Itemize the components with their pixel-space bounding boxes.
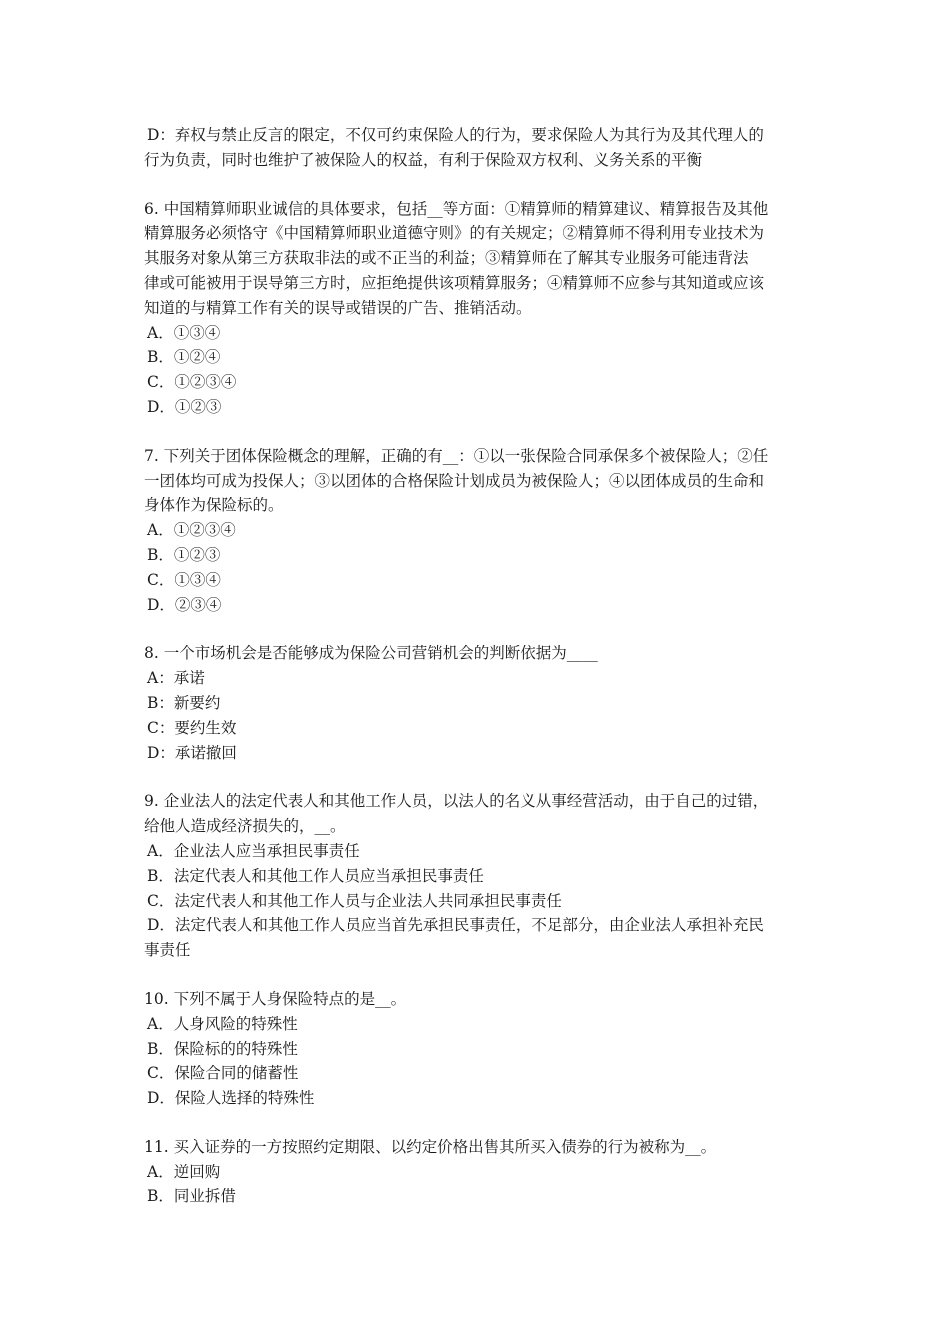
question-6 xyxy=(144,197,812,420)
option-c: C．保险合同的储蓄性 xyxy=(147,1064,299,1083)
option-d-line-2: 行为负责，同时也维护了被保险人的权益，有利于保险双方权利、义务关系的平衡 xyxy=(144,150,703,169)
question-text-line: 身体作为保险标的。 xyxy=(144,496,284,515)
question-text-line: 知道的与精算工作有关的误导或错误的广告、推销活动。 xyxy=(144,298,532,317)
question-text-line: 律或可能被用于误导第三方时，应拒绝提供该项精算服务；④精算师不应参与其知道或应该 xyxy=(144,273,765,292)
question-text-line: 其服务对象从第三方获取非法的或不正当的利益；③精算师在了解其专业服务可能违背法 xyxy=(144,249,749,268)
option-a: A．①②③④ xyxy=(147,521,236,540)
option-c: C．①②③④ xyxy=(147,373,237,392)
question-text-line: 6. 中国精算师职业诚信的具体要求，包括__等方面：①精算师的精算建议、精算报告及其他 xyxy=(144,199,769,218)
question-text-line: 7. 下列关于团体保险概念的理解，正确的有__：①以一张保险合同承保多个被保险人；②任 xyxy=(144,446,769,465)
option-d: D：承诺撤回 xyxy=(147,743,237,762)
question-9 xyxy=(144,789,812,963)
option-b: B．①②④ xyxy=(147,348,221,367)
question-text-line: 精算服务必须恪守《中国精算师职业道德守则》的有关规定；②精算师不得利用专业技术为 xyxy=(144,224,765,243)
option-b: B．同业拆借 xyxy=(147,1187,236,1206)
option-d-line-1: D．法定代表人和其他工作人员应当首先承担民事责任，不足部分，由企业法人承担补充民 xyxy=(147,916,764,935)
option-c: C．法定代表人和其他工作人员与企业法人共同承担民事责任 xyxy=(147,891,562,910)
option-b: B：新要约 xyxy=(147,693,221,712)
question-11 xyxy=(144,1135,812,1209)
option-a: A．人身风险的特殊性 xyxy=(147,1014,298,1033)
document-page xyxy=(144,123,812,1233)
previous-question-tail xyxy=(144,123,812,173)
option-a: A．企业法人应当承担民事责任 xyxy=(147,841,360,860)
question-10 xyxy=(144,987,812,1111)
option-a: A．①③④ xyxy=(147,323,221,342)
option-c: C．①③④ xyxy=(147,570,221,589)
option-d-line-1: D：弃权与禁止反言的限定，不仅可约束保险人的行为，要求保险人为其行为及其代理人的 xyxy=(147,126,764,144)
option-b: B．①②③ xyxy=(147,545,221,564)
option-c: C：要约生效 xyxy=(147,718,237,737)
option-d: D．保险人选择的特殊性 xyxy=(147,1089,315,1108)
option-d: D．②③④ xyxy=(147,595,222,614)
option-b: B．保险标的的特殊性 xyxy=(147,1039,298,1058)
question-text-line: 8. 一个市场机会是否能够成为保险公司营销机会的判断依据为____ xyxy=(144,644,598,663)
question-text-line: 11. 买入证券的一方按照约定期限、以约定价格出售其所买入债券的行为被称为__。 xyxy=(144,1137,717,1156)
question-7 xyxy=(144,444,812,618)
option-b: B．法定代表人和其他工作人员应当承担民事责任 xyxy=(147,866,484,885)
question-text-line: 9. 企业法人的法定代表人和其他工作人员，以法人的名义从事经营活动，由于自己的过错， xyxy=(144,792,769,811)
option-d: D．①②③ xyxy=(147,397,222,416)
option-a: A：承诺 xyxy=(147,669,205,688)
question-text-line: 一团体均可成为投保人；③以团体的合格保险计划成员为被保险人；④以团体成员的生命和 xyxy=(144,471,765,490)
question-text-line: 给他人造成经济损失的，__。 xyxy=(144,817,346,836)
question-text-line: 10. 下列不属于人身保险特点的是__。 xyxy=(144,989,407,1008)
question-8 xyxy=(144,641,812,765)
option-d-line-2: 事责任 xyxy=(144,941,191,960)
option-a: A．逆回购 xyxy=(147,1162,221,1181)
